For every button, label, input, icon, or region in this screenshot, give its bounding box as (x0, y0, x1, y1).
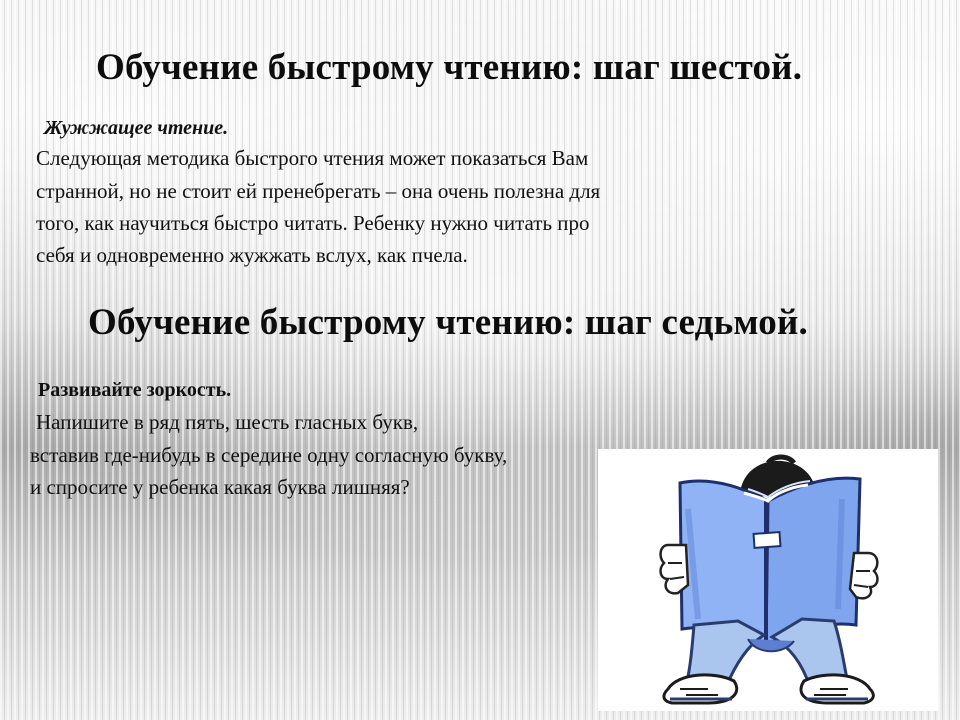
step6-text-line: себя и одновременно жужжать вслух, как пчела. (36, 243, 468, 267)
step7-text-line: Напишите в ряд пять, шесть гласных букв, (36, 410, 419, 434)
step6-title: Обучение быстрому чтению: шаг шестой. (96, 47, 803, 88)
step6-text-line: Следующая методика быстрого чтения может показаться Вам (36, 146, 589, 170)
step7-subtitle: Развивайте зоркость. (38, 379, 232, 401)
step7-title: Обучение быстрому чтению: шаг седьмой. (88, 302, 808, 343)
step6-text-line: того, как научиться быстро читать. Ребенку нужно читать про (36, 211, 590, 235)
step6-subtitle: Жужжащее чтение. (44, 117, 229, 139)
reading-child-illustration (598, 449, 938, 711)
step6-text-line: странной, но не стоит ей пренебрегать – она очень полезна для (36, 179, 601, 203)
step7-text-line: вставив где-нибудь в середине одну согласную букву, (30, 443, 508, 467)
child-reading-book-icon (598, 449, 938, 711)
step7-text-line: и спросите у ребенка какая буква лишняя? (30, 475, 410, 499)
